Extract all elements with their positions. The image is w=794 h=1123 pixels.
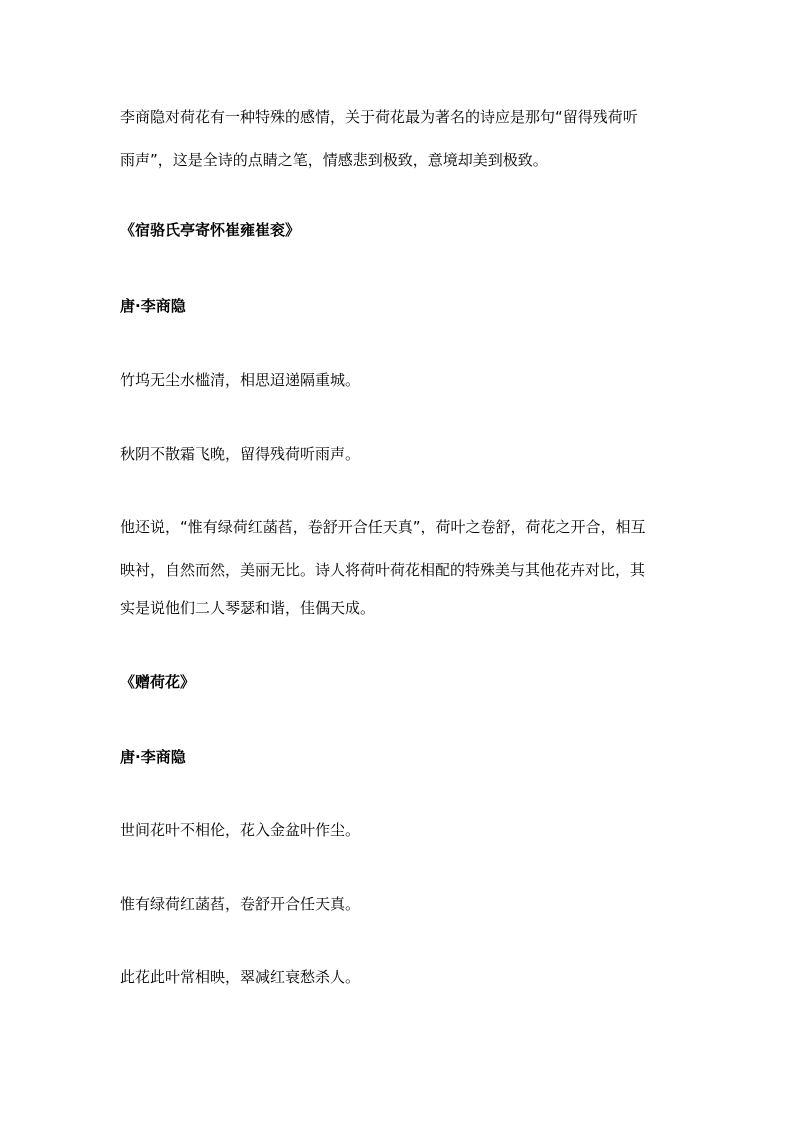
- commentary-line-3: 实是说他们二人琴瑟和谐，佳偶天成。: [120, 599, 376, 617]
- commentary-line-2: 映衬，自然而然，美丽无比。诗人将荷叶荷花相配的特殊美与其他花卉对比，其: [120, 561, 646, 579]
- poem1-line-1: 竹坞无尘水槛清，相思迢递隔重城。: [120, 371, 361, 389]
- poem2-line-1: 世间花叶不相伦，花入金盆叶作尘。: [120, 821, 361, 839]
- poem2-title: 《赠荷花》: [120, 673, 196, 691]
- poem1-title: 《宿骆氏亭寄怀崔雍崔衮》: [120, 221, 301, 239]
- intro-line-1: 李商隐对荷花有一种特殊的感情，关于荷花最为著名的诗应是那句“留得残荷听: [120, 108, 638, 126]
- poem2-line-2: 惟有绿荷红菡萏，卷舒开合任天真。: [120, 895, 361, 913]
- poem2-line-3: 此花此叶常相映，翠减红衰愁杀人。: [120, 968, 361, 986]
- commentary-line-1: 他还说，“惟有绿荷红菡萏，卷舒开合任天真”，荷叶之卷舒，荷花之开合，相互: [120, 518, 646, 536]
- poem2-author: 唐·李商隐: [120, 748, 186, 766]
- poem1-author: 唐·李商隐: [120, 297, 186, 315]
- intro-line-2: 雨声”，这是全诗的点睛之笔，情感悲到极致，意境却美到极致。: [120, 151, 548, 169]
- poem1-line-2: 秋阴不散霜飞晚，留得残荷听雨声。: [120, 445, 361, 463]
